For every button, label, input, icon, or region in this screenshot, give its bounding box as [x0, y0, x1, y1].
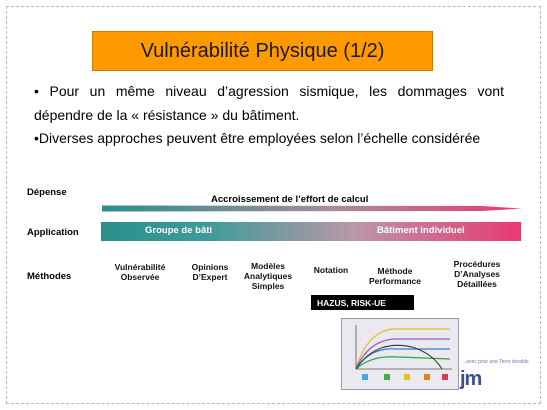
effort-label: Accroissement de l’effort de calcul	[211, 194, 369, 205]
bullet-item: •Diverses approches peuvent être employées selon l’échelle considérée	[34, 130, 481, 146]
method-opinions-expert: Opinions D’Expert	[191, 262, 229, 282]
bullet-list	[34, 80, 504, 151]
method-notation: Notation	[313, 265, 349, 275]
effort-arrow	[102, 204, 522, 214]
method-modeles-analytiques: Modèles Analytiques Simples	[243, 261, 293, 291]
hazus-risk-ue-label: HAZUS, RISK-UE	[311, 295, 414, 310]
slide-title: Vulnérabilité Physique (1/2)	[92, 31, 433, 71]
row-label-depense: Dépense	[27, 187, 67, 198]
row-label-application: Application	[27, 227, 79, 238]
application-bar-left-label: Groupe de bâti	[145, 225, 213, 236]
logo-mark: jm	[460, 368, 482, 390]
bullet-item: • Pour un même niveau d’agression sismique, les dommages vont dépendre de la « résistance » du bâtiment.	[34, 83, 504, 123]
application-bar-right-label: Bâtiment individuel	[377, 225, 465, 236]
capacity-curve-thumbnail	[341, 318, 459, 390]
logo-tagline: ...avec pour une Terre durable	[462, 359, 529, 365]
method-procedures-detaillees: Procédures D’Analyses Détaillées	[453, 259, 501, 289]
method-performance: Méthode Performance	[369, 266, 421, 286]
row-label-methodes: Méthodes	[27, 271, 72, 282]
method-vulnerabilite-observee: Vulnérabilité Observée	[114, 262, 166, 282]
